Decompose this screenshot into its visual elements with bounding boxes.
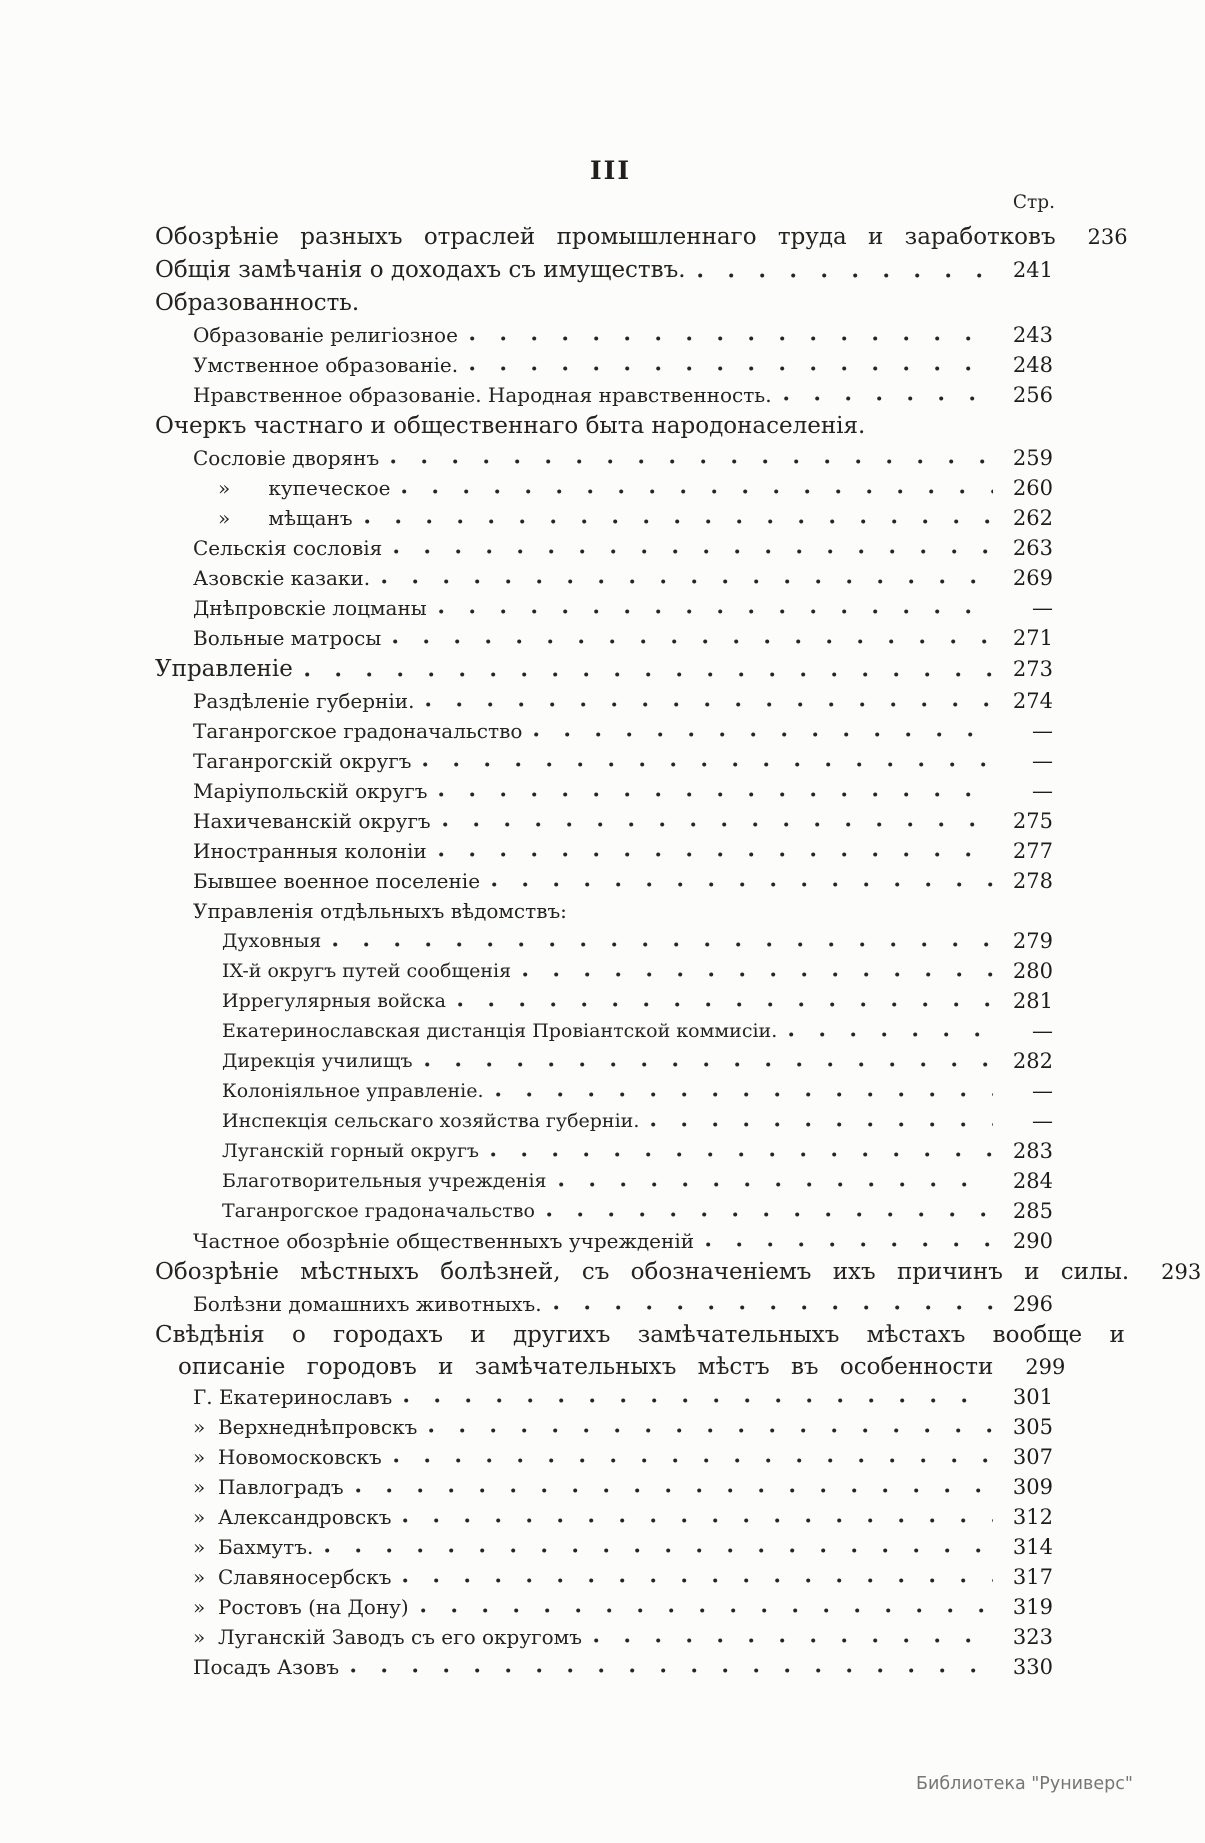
toc-content	[141, 192, 1202, 1682]
dot-leader	[789, 1032, 993, 1037]
toc-entry-text: Маріупольскій округъ	[193, 779, 428, 803]
dot-leader	[429, 1428, 993, 1433]
toc-row	[141, 1592, 1053, 1622]
toc-page-number: 263	[1012, 536, 1053, 560]
toc-entry-text: » Луганскій Заводъ съ его округомъ	[193, 1625, 582, 1649]
toc-page-number	[359, 287, 409, 320]
dot-leader	[470, 366, 993, 371]
toc-row	[141, 380, 1053, 410]
dot-leader	[706, 1242, 993, 1247]
toc-page-number: 283	[1012, 1139, 1053, 1163]
toc-entry-text: Днѣпровскіе лоцманы	[193, 596, 427, 620]
toc-row	[141, 1472, 1053, 1502]
page-number-roman: III	[589, 156, 632, 185]
dot-leader	[391, 459, 993, 464]
toc-page-number: —	[1032, 779, 1053, 803]
toc-entry-text: Иррегулярныя войска	[222, 990, 446, 1012]
dot-leader	[393, 639, 993, 644]
library-watermark: Библиотека "Руниверс"	[916, 1774, 1133, 1794]
toc-entry-text: » Новомосковскъ	[193, 1445, 382, 1469]
toc-row	[141, 926, 1053, 956]
toc-row	[141, 623, 1053, 653]
toc-row	[141, 503, 1053, 533]
toc-entry-text: Свѣдѣнія о городахъ и другихъ замѣчательныхъ мѣстахъ вообще и	[155, 1322, 1125, 1348]
toc-page-number: 277	[1012, 839, 1053, 863]
toc-entry-text: Сельскія сословія	[193, 536, 383, 560]
toc-row	[141, 1226, 1053, 1256]
toc-page-number: 241	[1012, 258, 1053, 282]
toc-row	[141, 866, 1053, 896]
dot-leader	[547, 1212, 993, 1217]
toc-row	[141, 1016, 1053, 1046]
toc-entry-text: Колоніяльное управленіе.	[222, 1080, 484, 1102]
toc-row	[141, 443, 1053, 473]
toc-page-number: 305	[1012, 1415, 1053, 1439]
toc-entry-text: Дирекція училищъ	[222, 1050, 413, 1072]
toc-row	[141, 836, 1053, 866]
toc-row	[141, 1382, 1053, 1412]
toc-entry-text: Бывшее военное поселеніе	[193, 869, 481, 893]
toc-page-number: 285	[1012, 1199, 1053, 1223]
toc-row	[141, 350, 1053, 380]
toc-entry-text: » мѣщанъ	[218, 506, 353, 530]
toc-entry-text: » Александровскъ	[193, 1505, 392, 1529]
toc-entry-text: Управленія отдѣльныхъ вѣдомствъ:	[193, 899, 567, 923]
toc-entry-text: Общія замѣчанія о доходахъ съ имуществъ.	[155, 257, 686, 283]
toc-row	[141, 1046, 1053, 1076]
toc-row	[141, 1502, 1053, 1532]
dot-leader	[784, 396, 993, 401]
toc-page-number: 323	[1012, 1625, 1053, 1649]
toc-row	[141, 686, 1053, 716]
toc-page-number: 284	[1012, 1169, 1053, 1193]
toc-page-number: —	[1032, 1079, 1053, 1103]
dot-leader	[534, 732, 993, 737]
toc-page-number: 314	[1012, 1535, 1053, 1559]
dot-leader	[698, 273, 993, 278]
toc-row	[141, 1442, 1053, 1472]
toc-entry-text: Луганскій горный округъ	[222, 1140, 480, 1162]
dot-leader	[421, 1608, 993, 1613]
toc-page-number: 275	[1012, 809, 1053, 833]
toc-row	[141, 1562, 1053, 1592]
toc-row	[141, 746, 1053, 776]
toc-entry-text: » купеческое	[218, 476, 391, 500]
dot-leader	[458, 1002, 993, 1007]
toc-row	[141, 1166, 1053, 1196]
toc-entry-text: Иностранныя колоніи	[193, 839, 427, 863]
dot-leader	[404, 1398, 993, 1403]
toc-entry-text: Таганрогское градоначальство	[222, 1200, 535, 1222]
dot-leader	[439, 792, 993, 797]
toc-entry-text: Посадъ Азовъ	[193, 1655, 340, 1679]
toc-entry-text: Раздѣленіе губерніи.	[193, 689, 415, 713]
toc-entry-text: Духовныя	[222, 930, 322, 952]
toc-page-number: —	[1032, 1109, 1053, 1133]
toc-page-number: —	[1032, 596, 1053, 620]
dot-leader	[423, 762, 993, 767]
toc-page-number: 274	[1012, 689, 1053, 713]
toc-page-number: —	[1032, 749, 1053, 773]
toc-row	[141, 1289, 1053, 1319]
toc-page-number: 278	[1012, 869, 1053, 893]
dot-leader	[305, 672, 993, 677]
toc-entry-text: Болѣзни домашнихъ животныхъ.	[193, 1292, 542, 1316]
toc-page-number: 260	[1012, 476, 1053, 500]
dot-leader	[470, 336, 993, 341]
toc-row	[141, 776, 1053, 806]
toc-page-number: —	[1032, 719, 1053, 743]
toc-page-number: 281	[1012, 989, 1053, 1013]
dot-leader	[443, 822, 993, 827]
dot-leader	[651, 1122, 993, 1127]
toc-page-number: 296	[1012, 1292, 1053, 1316]
toc-row	[141, 653, 1053, 686]
dot-leader	[523, 972, 993, 977]
toc-row	[141, 1319, 1125, 1352]
dot-leader	[394, 1458, 993, 1463]
toc-row	[141, 1622, 1053, 1652]
toc-row	[141, 254, 1053, 287]
dot-leader	[425, 1062, 993, 1067]
dot-leader	[403, 1578, 993, 1583]
toc-row	[141, 1106, 1053, 1136]
dot-leader	[351, 1668, 993, 1673]
toc-entry-text: Очеркъ частнаго и общественнаго быта народонаселенія.	[155, 413, 866, 439]
toc-row	[141, 563, 1053, 593]
toc-page-number: 273	[1012, 657, 1053, 681]
toc-entry-text: Образованіе религіозное	[193, 323, 458, 347]
toc-entry-text: Нахичеванскій округъ	[193, 809, 431, 833]
toc-page-number: 259	[1012, 446, 1053, 470]
toc-entry-text: Умственное образованіе.	[193, 353, 459, 377]
toc-entry-text: Таганрогскій округъ	[193, 749, 412, 773]
dot-leader	[491, 1152, 993, 1157]
toc-entry-text: описаніе городовъ и замѣчательныхъ мѣстъ въ особенности	[178, 1354, 994, 1380]
dot-leader	[356, 1488, 993, 1493]
toc-page-number: 307	[1012, 1445, 1053, 1469]
toc-entry-text: Сословіе дворянъ	[193, 446, 380, 470]
toc-row	[141, 1412, 1053, 1442]
toc-page-number: 282	[1012, 1049, 1053, 1073]
dot-leader	[365, 519, 993, 524]
toc-entry-text: » Славяносербскъ	[193, 1565, 392, 1589]
toc-page-number: 309	[1012, 1475, 1053, 1499]
toc-row	[141, 896, 1053, 926]
dot-leader	[382, 579, 993, 584]
toc-row	[141, 716, 1053, 746]
toc-row	[141, 1196, 1053, 1226]
toc-page-number: 330	[1012, 1655, 1053, 1679]
toc-entry-text: Г. Екатеринославъ	[193, 1385, 393, 1409]
toc-entry-text: Обозрѣніе разныхъ отраслей промышленнаго труда и заработковъ	[155, 224, 1056, 250]
toc-page-number: 301	[1012, 1385, 1053, 1409]
dot-leader	[554, 1305, 993, 1310]
toc-entry-text: » Ростовъ (на Дону)	[193, 1595, 409, 1619]
toc-row	[141, 1652, 1053, 1682]
toc-row	[141, 1076, 1053, 1106]
toc-row	[141, 1136, 1053, 1166]
toc-entry-text: » Верхнеднѣпровскъ	[193, 1415, 418, 1439]
toc-row	[141, 593, 1053, 623]
toc-entry-text: Обозрѣніе мѣстныхъ болѣзней, съ обозначеніемъ ихъ причинъ и силы.	[155, 1259, 1130, 1285]
toc-row	[141, 1532, 1053, 1562]
dot-leader	[492, 882, 993, 887]
dot-leader	[403, 1518, 993, 1523]
toc-page-number: 293	[1161, 1260, 1202, 1284]
toc-entry-text: IX-й округъ путей сообщенія	[222, 960, 512, 982]
toc-entry-text: » Бахмутъ.	[193, 1535, 314, 1559]
toc-page-number: 271	[1012, 626, 1053, 650]
toc-entry-text: Инспекція сельскаго хозяйства губерніи.	[222, 1110, 640, 1132]
toc-entry-text: Таганрогское градоначальство	[193, 719, 523, 743]
toc-page-number: 280	[1012, 959, 1053, 983]
toc-row	[141, 1352, 1066, 1382]
dot-leader	[439, 852, 993, 857]
toc-row	[141, 533, 1053, 563]
toc-entry-text: Екатеринославская дистанція Провіантской коммисіи.	[222, 1020, 778, 1042]
toc-page-number: 269	[1012, 566, 1053, 590]
dot-leader	[333, 942, 993, 947]
toc-entry-text: Вольные матросы	[193, 626, 382, 650]
toc-row	[141, 1256, 1202, 1289]
dot-leader	[594, 1638, 993, 1643]
toc-entry-text: Частное обозрѣніе общественныхъ учрежденій	[193, 1229, 695, 1253]
toc-list	[141, 221, 1202, 1682]
toc-entry-text: Благотворительныя учрежденія	[222, 1170, 547, 1192]
dot-leader	[559, 1182, 993, 1187]
toc-row	[141, 410, 1053, 443]
toc-page-number	[567, 896, 617, 926]
toc-page-number: 243	[1012, 323, 1053, 347]
toc-entry-text: Образованность.	[155, 290, 360, 316]
toc-row	[141, 221, 1128, 254]
dot-leader	[426, 702, 993, 707]
dot-leader	[394, 549, 993, 554]
toc-row	[141, 956, 1053, 986]
toc-entry-text: Управленіе	[155, 656, 293, 682]
toc-row	[141, 806, 1053, 836]
toc-page-number: 319	[1012, 1595, 1053, 1619]
toc-page-number	[1125, 1319, 1175, 1352]
toc-page-number: 236	[1087, 225, 1128, 249]
toc-page-number: 279	[1012, 929, 1053, 953]
toc-page-number: 256	[1012, 383, 1053, 407]
toc-page-number	[865, 410, 915, 443]
toc-page-number: 312	[1012, 1505, 1053, 1529]
toc-row	[141, 986, 1053, 1016]
toc-row	[141, 473, 1053, 503]
toc-page-number: —	[1032, 1019, 1053, 1043]
toc-page-number: 262	[1012, 506, 1053, 530]
toc-page-number: 248	[1012, 353, 1053, 377]
toc-page-number: 299	[1025, 1355, 1066, 1379]
toc-row	[141, 320, 1053, 350]
toc-entry-text: » Павлоградъ	[193, 1475, 344, 1499]
toc-entry-text: Азовскіе казаки.	[193, 566, 371, 590]
dot-leader	[439, 609, 993, 614]
page-column-header: Стр.	[1012, 192, 1055, 213]
toc-page-number: 317	[1012, 1565, 1053, 1589]
toc-page-number: 290	[1012, 1229, 1053, 1253]
dot-leader	[325, 1548, 993, 1553]
dot-leader	[496, 1092, 993, 1097]
dot-leader	[402, 489, 993, 494]
toc-entry-text: Нравственное образованіе. Народная нравственность.	[193, 383, 772, 407]
toc-row	[141, 287, 1053, 320]
